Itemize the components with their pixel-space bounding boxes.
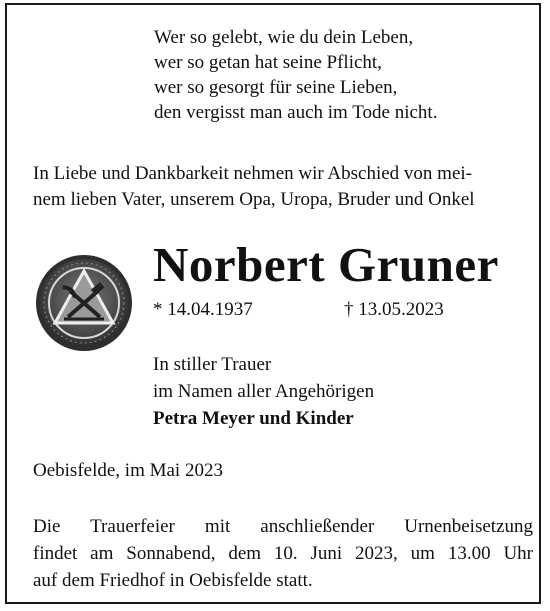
obituary-card: [5, 3, 541, 604]
poem-line: wer so getan hat seine Pflicht,: [154, 52, 382, 73]
death-date: † 13.05.2023: [344, 299, 444, 320]
ceremony-line: [33, 540, 533, 567]
birth-date: * 14.04.1937: [153, 299, 253, 320]
deceased-name: Norbert Gruner: [153, 237, 499, 292]
poem-line: wer so gesorgt für seine Lieben,: [154, 77, 398, 98]
intro-line: nem lieben Vater, unserem Opa, Uropa, Bruder und Onkel: [33, 189, 475, 210]
mourning-line: im Namen aller Angehörigen: [153, 381, 375, 402]
place-date: Oebisfelde, im Mai 2023: [33, 460, 223, 481]
signer-names: Petra Meyer und Kinder: [153, 408, 354, 429]
ceremony-line-text: Die Trauerfeier mit anschließender Urnenbeisetzung: [33, 516, 533, 537]
mourning-block: [153, 351, 513, 432]
intro-text: [33, 161, 523, 213]
mourning-line: In stiller Trauer: [153, 354, 272, 375]
ceremony-line: [33, 513, 533, 540]
poem-line: Wer so gelebt, wie du dein Leben,: [154, 27, 414, 48]
ceremony-line: auf dem Friedhof in Oebisfelde statt.: [33, 570, 313, 591]
poem: [154, 25, 544, 125]
ceremony-line-text: findet am Sonnabend, dem 10. Juni 2023, um 13.00 Uhr: [33, 543, 533, 564]
intro-line: In Liebe und Dankbarkeit nehmen wir Abschied von mei-: [33, 163, 472, 184]
ceremony-notice: [33, 513, 533, 594]
miners-emblem-icon: [34, 253, 134, 353]
poem-line: den vergisst man auch im Tode nicht.: [154, 102, 438, 123]
